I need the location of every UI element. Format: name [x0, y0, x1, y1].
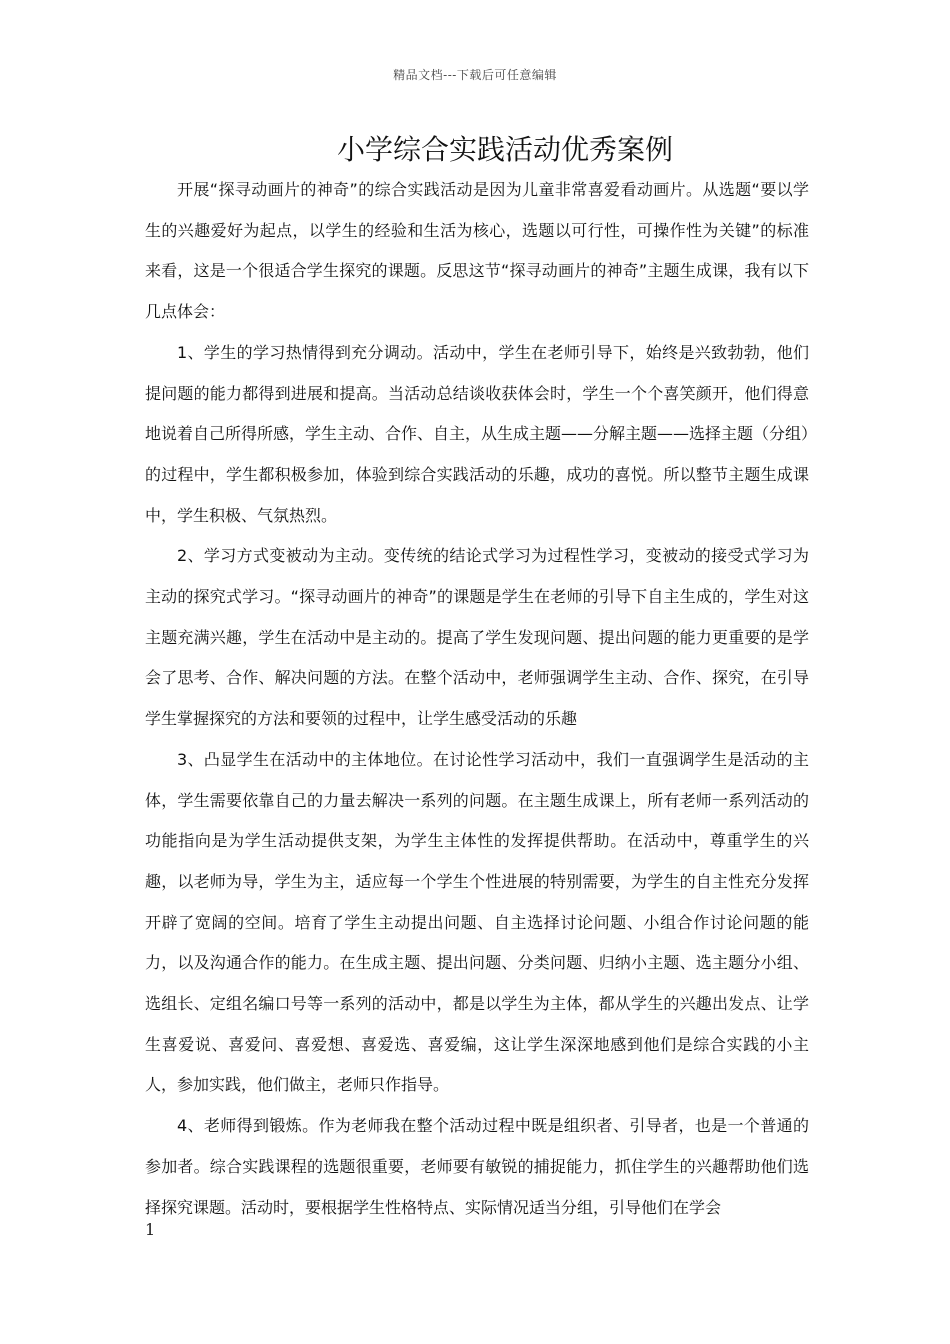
document-body: [145, 170, 809, 1228]
paragraph-intro: 开展“探寻动画片的神奇”的综合实践活动是因为儿童非常喜爱看动画片。从选题“要以学生的兴趣爱好为起点，以学生的经验和生活为核心，选题以可行性，可操作性为关键”的标准来看，这是一个很适合学生探究的课题。反思这节“探寻动画片的神奇”主题生成课，我有以下几点体会：: [145, 180, 809, 322]
paragraph-point-4: 4、老师得到锻炼。作为老师我在整个活动过程中既是组织者、引导者，也是一个普通的参加者。综合实践课程的选题很重要，老师要有敏锐的捕捉能力，抓住学生的兴趣帮助他们选择探究课题。活动时，要根据学生性格特点、实际情况适当分组，引导他们在学会: [145, 1116, 809, 1217]
paragraph-point-2: 2、学习方式变被动为主动。变传统的结论式学习为过程性学习，变被动的接受式学习为主动的探究式学习。“探寻动画片的神奇”的课题是学生在老师的引导下自主生成的，学生对这主题充满兴趣，学生在活动中是主动的。提高了学生发现问题、提出问题的能力更重要的是学会了思考、合作、解决问题的方法。在整个活动中，老师强调学生主动、合作、探究，在引导学生掌握探究的方法和要领的过程中，让学生感受活动的乐趣: [145, 546, 809, 729]
paragraph-point-1: 1、学生的学习热情得到充分调动。活动中，学生在老师引导下，始终是兴致勃勃，他们提问题的能力都得到进展和提高。当活动总结谈收获体会时，学生一个个喜笑颜开，他们得意地说着自己所得所感，学生主动、合作、自主，从生成主题——分解主题——选择主题（分组）的过程中，学生都积极参加，体验到综合实践活动的乐趣，成功的喜悦。所以整节主题生成课中，学生积极、气氛热烈。: [145, 342, 810, 525]
page-number: 1: [145, 1220, 156, 1239]
document-title: 小学综合实践活动优秀案例: [336, 133, 673, 166]
paragraph-point-3: 3、凸显学生在活动中的主体地位。在讨论性学习活动中，我们一直强调学生是活动的主体，学生需要依靠自己的力量去解决一系列的问题。在主题生成课上，所有老师一系列活动的功能指向是为学生活动提供支架，为学生主体性的发挥提供帮助。在活动中，尊重学生的兴趣，以老师为导，学生为主，适应每一个学生个性进展的特别需要，为学生的自主性充分发挥开辟了宽阔的空间。培育了学生主动提出问题、自主选择讨论问题、小组合作讨论问题的能力，以及沟通合作的能力。在生成主题、提出问题、分类问题、归纳小主题、选主题分小组、选组长、定组名编口号等一系列的活动中，都是以学生为主体，都从学生的兴趣出发点、让学生喜爱说、喜爱问、喜爱想、喜爱选、喜爱编，这让学生深深地感到他们是综合实践的小主人，参加实践，他们做主，老师只作指导。: [145, 749, 809, 1095]
page-header-note: 精品文档---下载后可任意编辑: [393, 68, 557, 82]
